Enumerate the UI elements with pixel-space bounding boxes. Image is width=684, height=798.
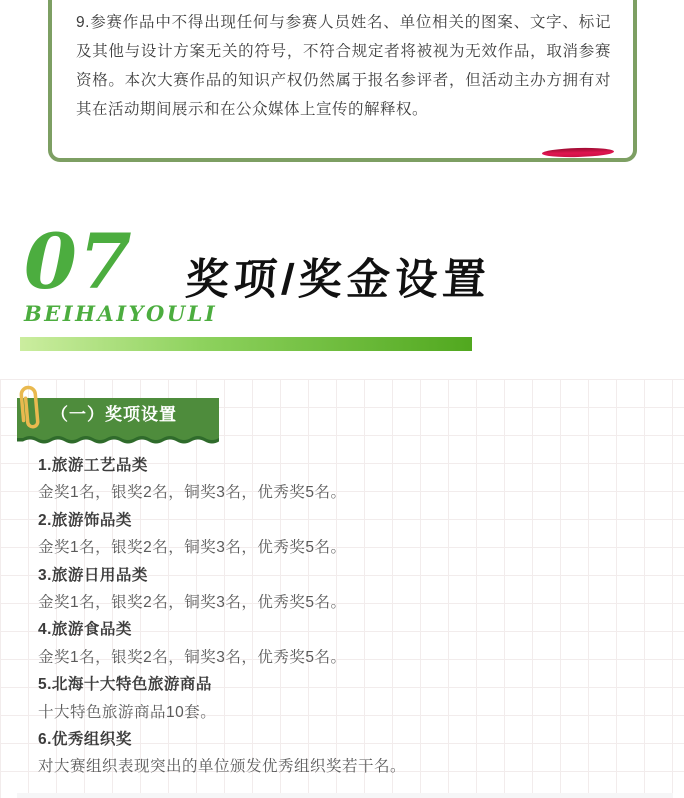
award-item-title: 6.优秀组织奖 — [38, 731, 132, 749]
award-item-title: 2.旅游饰品类 — [38, 511, 132, 529]
section-number: 07 — [24, 217, 134, 306]
rules-paragraph: 9.参赛作品中不得出现任何与参赛人员姓名、单位相关的图案、文字、标记及其他与设计方案无关的符号，不符合规定者将被视为无效作品，取消参赛资格。本次大赛作品的知识产权仍然属于报名参评者，但活动主办方拥有对其在活动期间展示和在公众媒体上宣传的解释权。 — [76, 14, 611, 118]
award-panel — [17, 793, 673, 798]
award-item-title: 5.北海十大特色旅游商品 — [38, 676, 212, 694]
award-item-desc: 金奖1名，银奖2名，铜奖3名，优秀奖5名。 — [38, 648, 347, 666]
section-title: 奖项/奖金设置 — [184, 256, 493, 304]
banner-wave-edge — [17, 432, 219, 446]
award-list — [38, 452, 638, 781]
award-item-desc: 对大赛组织表现突出的单位颁发优秀组织奖若干名。 — [38, 758, 407, 776]
award-banner — [17, 398, 219, 446]
award-banner-title: （一）奖项设置 — [17, 398, 219, 432]
award-item-desc: 金奖1名，银奖2名，铜奖3名，优秀奖5名。 — [38, 484, 347, 502]
award-item-title: 1.旅游工艺品类 — [38, 457, 148, 474]
award-item-desc: 金奖1名，银奖2名，铜奖3名，优秀奖5名。 — [38, 594, 347, 612]
award-item-title: 4.旅游食品类 — [38, 621, 132, 639]
section-subtitle: BEIHAIYOULI — [24, 301, 218, 326]
paperclip-icon — [12, 382, 46, 434]
rules-box — [48, 0, 637, 162]
award-item-title: 3.旅游日用品类 — [38, 566, 148, 584]
gradient-divider-bar — [20, 337, 472, 351]
award-item-desc: 金奖1名，银奖2名，铜奖3名，优秀奖5名。 — [38, 539, 347, 557]
award-item-desc: 十大特色旅游商品10套。 — [38, 703, 217, 721]
